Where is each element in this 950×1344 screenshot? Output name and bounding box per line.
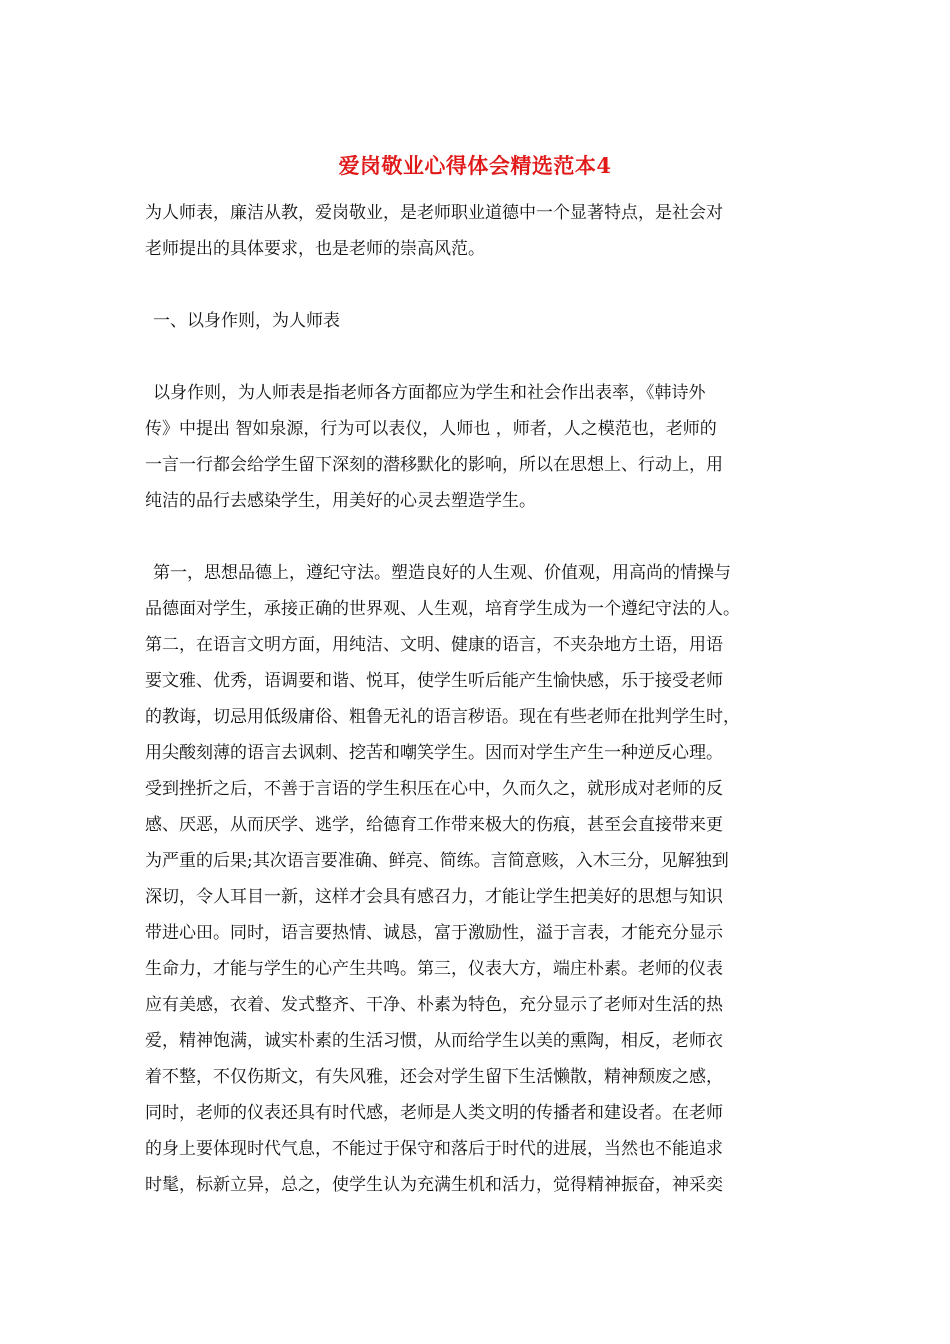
paragraph-line: 深切，令人耳目一新，这样才会具有感召力，才能让学生把美好的思想与知识	[145, 887, 723, 907]
paragraph-line: 第一，思想品德上，遵纪守法。塑造良好的人生观、价值观，用高尚的情操与	[153, 563, 731, 583]
section-heading: 一、以身作则，为人师表	[153, 311, 340, 331]
paragraph-line: 带进心田。同时，语言要热情、诚恳，富于激励性，溢于言表，才能充分显示	[145, 923, 723, 943]
paragraph-line: 受到挫折之后，不善于言语的学生积压在心中，久而久之，就形成对老师的反	[145, 779, 723, 799]
paragraph-line: 第二，在语言文明方面，用纯洁、文明、健康的语言，不夹杂地方土语，用语	[145, 635, 723, 655]
paragraph-line: 同时，老师的仪表还具有时代感，老师是人类文明的传播者和建设者。在老师	[145, 1103, 723, 1123]
document-title: 爱岗敬业心得体会精选范本4	[338, 153, 612, 178]
paragraph-line: 生命力，才能与学生的心产生共鸣。第三，仪表大方，端庄朴素。老师的仪表	[145, 959, 723, 979]
document-body	[145, 195, 805, 1203]
paragraph-line: 用尖酸刻薄的语言去讽刺、挖苦和嘲笑学生。因而对学生产生一种逆反心理。	[145, 743, 723, 763]
paragraph-line: 时髦，标新立异，总之，使学生认为充满生机和活力，觉得精神振奋，神采奕	[145, 1175, 723, 1195]
paragraph-spacer	[145, 267, 805, 303]
paragraph-line: 纯洁的品行去感染学生，用美好的心灵去塑造学生。	[145, 491, 536, 511]
paragraph-spacer	[145, 519, 805, 555]
paragraph-line: 品德面对学生，承接正确的世界观、人生观，培育学生成为一个遵纪守法的人。	[145, 599, 740, 619]
paragraph-line: 的身上要体现时代气息，不能过于保守和落后于时代的进展，当然也不能追求	[145, 1139, 723, 1159]
paragraph-line: 着不整，不仅伤斯文，有失风雅，还会对学生留下生活懒散，精神颓废之感，	[145, 1067, 723, 1087]
paragraph-line: 传》中提出 智如泉源，行为可以表仪，人师也 ，师者，人之模范也，老师的	[145, 419, 717, 439]
paragraph-line: 为严重的后果;其次语言要准确、鲜亮、简练。言简意赅，入木三分，见解独到	[145, 851, 729, 871]
intro-line: 为人师表，廉洁从教，爱岗敬业，是老师职业道德中一个显著特点，是社会对	[145, 203, 723, 223]
paragraph-line: 爱，精神饱满，诚实朴素的生活习惯，从而给学生以美的熏陶，相反，老师衣	[145, 1031, 723, 1051]
paragraph-line: 以身作则，为人师表是指老师各方面都应为学生和社会作出表率，《韩诗外	[153, 383, 706, 403]
paragraph-spacer	[145, 339, 805, 375]
intro-line: 老师提出的具体要求，也是老师的崇高风范。	[145, 239, 485, 259]
paragraph-line: 应有美感，衣着、发式整齐、干净、朴素为特色，充分显示了老师对生活的热	[145, 995, 723, 1015]
paragraph-line: 感、厌恶，从而厌学、逃学，给德育工作带来极大的伤痕，甚至会直接带来更	[145, 815, 723, 835]
paragraph-line: 的教诲，切忌用低级庸俗、粗鲁无礼的语言秽语。现在有些老师在批判学生时，	[145, 707, 740, 727]
paragraph-line: 要文雅、优秀，语调要和谐、悦耳，使学生听后能产生愉快感，乐于接受老师	[145, 671, 723, 691]
paragraph-line: 一言一行都会给学生留下深刻的潜移默化的影响，所以在思想上、行动上，用	[145, 455, 723, 475]
